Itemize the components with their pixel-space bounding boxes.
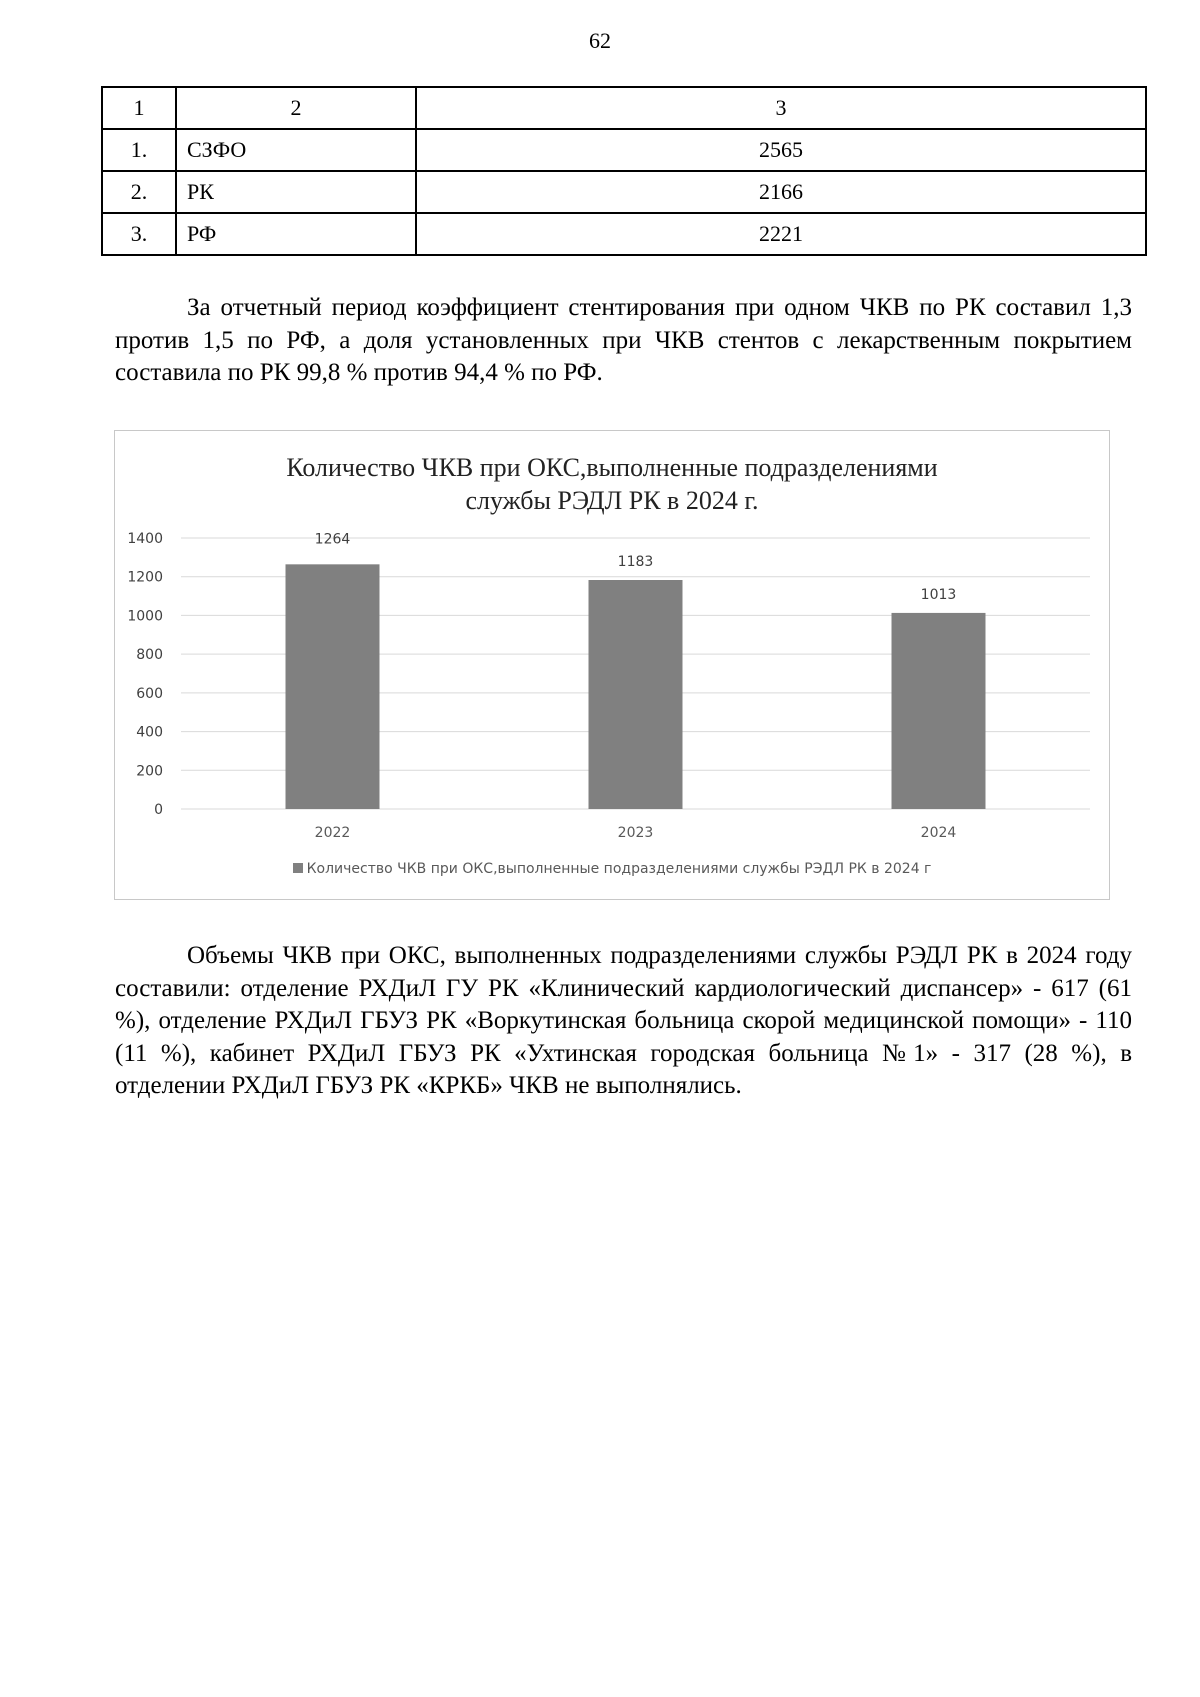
table-cell-value: 2221 — [416, 213, 1146, 255]
y-tick-label: 200 — [136, 763, 163, 780]
y-tick-label: 1200 — [127, 569, 163, 586]
y-tick-label: 600 — [136, 685, 163, 702]
paragraph-stenting: За отчетный период коэффициент стентирования при одном ЧКВ по РК составил 1,3 против 1,5 по РФ, а доля установленных при ЧКВ стентов с лекарственным покрытием составила по РК 99,8 % против 94,4 % по РФ. — [115, 294, 1132, 386]
y-tick-label: 0 — [154, 802, 163, 818]
bar — [286, 564, 380, 809]
bar — [892, 613, 986, 809]
chart-legend — [115, 861, 1109, 877]
y-tick-label: 400 — [136, 724, 163, 741]
bar — [589, 580, 683, 809]
legend-label: Количество ЧКВ при ОКС,выполненные подразделениями службы РЭДЛ РК в 2024 г — [306, 861, 932, 877]
data-label: 1183 — [617, 554, 654, 571]
table-header-cell: 2 — [176, 87, 416, 129]
table-cell-index: 2. — [102, 171, 176, 213]
x-tick-label: 2024 — [920, 825, 957, 841]
chart-title-line-2: службы РЭДЛ РК в 2024 г. — [465, 486, 759, 515]
table-cell-region: РФ — [176, 213, 416, 255]
y-tick-label: 1400 — [127, 531, 163, 547]
table-cell-region: РК — [176, 171, 416, 213]
x-tick-label: 2022 — [314, 825, 351, 841]
legend-swatch — [293, 863, 303, 873]
y-tick-label: 800 — [136, 647, 163, 664]
chart-plot-area — [115, 431, 1109, 899]
regions-table — [101, 86, 1147, 256]
data-label: 1264 — [314, 531, 351, 548]
pci-bar-chart — [114, 430, 1110, 900]
page-number: 62 — [589, 28, 611, 53]
data-label: 1013 — [920, 586, 957, 603]
table-header-row — [102, 87, 1146, 129]
chart-title-line-1: Количество ЧКВ при ОКС,выполненные подразделениями — [286, 453, 938, 482]
table-header-cell: 1 — [102, 87, 176, 129]
table-row — [102, 171, 1146, 213]
table-cell-index: 3. — [102, 213, 176, 255]
table-row — [102, 129, 1146, 171]
table-cell-region: СЗФО — [176, 129, 416, 171]
table-header-cell: 3 — [416, 87, 1146, 129]
x-tick-label: 2023 — [617, 825, 654, 841]
table-cell-index: 1. — [102, 129, 176, 171]
y-tick-label: 1000 — [127, 608, 163, 625]
table-cell-value: 2166 — [416, 171, 1146, 213]
paragraph-volumes: Объемы ЧКВ при ОКС, выполненных подразделениями службы РЭДЛ РК в 2024 году составили: отделение РХДиЛ ГУ РК «Клинический кардиологический диспансер» - 617 (61 %), отделение РХДиЛ ГБУЗ РК «Воркутинская больница скорой медицинской помощи» - 110 (11 %), кабинет РХДиЛ ГБУЗ РК «Ухтинская городская больница №1» - 317 (28 %), в отделении РХДиЛ ГБУЗ РК «КРКБ» ЧКВ не выполнялись. — [115, 942, 1132, 1099]
table-cell-value: 2565 — [416, 129, 1146, 171]
table-row — [102, 213, 1146, 255]
